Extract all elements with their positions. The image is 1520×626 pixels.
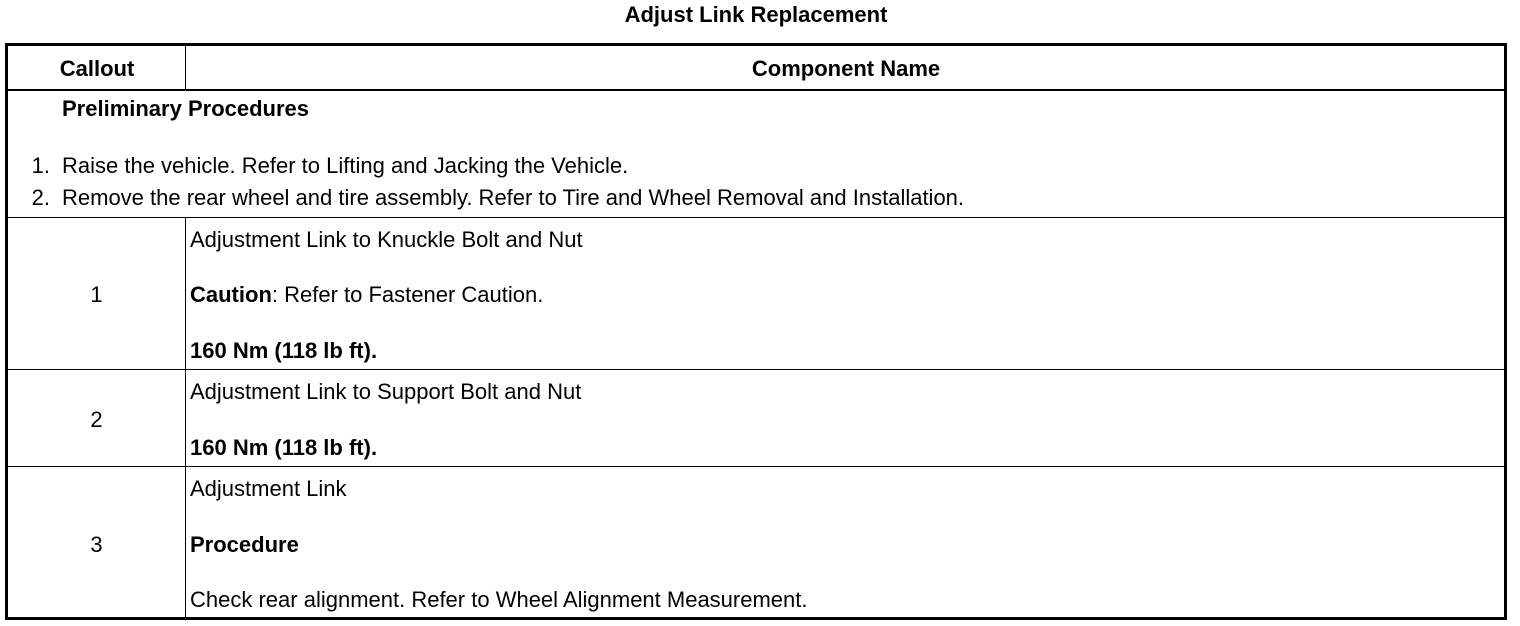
step-number: 1. bbox=[31, 153, 50, 178]
step-number: 2. bbox=[31, 185, 50, 210]
table-row bbox=[8, 218, 1504, 370]
column-divider bbox=[185, 467, 186, 617]
column-divider bbox=[185, 370, 186, 467]
component-name: Adjustment Link to Support Bolt and Nut bbox=[190, 379, 582, 404]
column-divider bbox=[185, 46, 186, 89]
step-text: Remove the rear wheel and tire assembly. Refer to Tire and Wheel Removal and Installation. bbox=[62, 185, 965, 210]
table-header-row bbox=[8, 46, 1504, 91]
component-table bbox=[5, 43, 1507, 620]
callout-number: 2 bbox=[90, 407, 103, 432]
preliminary-procedures bbox=[8, 91, 1504, 218]
torque-spec: 160 Nm (118 lb ft). bbox=[190, 338, 378, 363]
header-component-name: Component Name bbox=[751, 56, 941, 81]
procedure-text: Check rear alignment. Refer to Wheel Alignment Measurement. bbox=[190, 587, 808, 612]
callout-number: 3 bbox=[90, 532, 103, 557]
column-divider bbox=[185, 218, 186, 370]
component-name: Adjustment Link to Knuckle Bolt and Nut bbox=[190, 227, 583, 252]
table-row bbox=[8, 467, 1504, 617]
caution-label: Caution bbox=[190, 282, 272, 307]
callout-number: 1 bbox=[90, 282, 103, 307]
preliminary-title: Preliminary Procedures bbox=[62, 96, 310, 121]
caution-text: : Refer to Fastener Caution. bbox=[271, 282, 544, 307]
page-title: Adjust Link Replacement bbox=[624, 2, 888, 27]
caution-line bbox=[190, 281, 543, 309]
torque-spec: 160 Nm (118 lb ft). bbox=[190, 435, 378, 460]
component-name: Adjustment Link bbox=[190, 476, 347, 501]
step-text: Raise the vehicle. Refer to Lifting and Jacking the Vehicle. bbox=[62, 153, 629, 178]
procedure-label: Procedure bbox=[190, 532, 299, 557]
header-callout: Callout bbox=[59, 56, 135, 81]
table-row bbox=[8, 370, 1504, 467]
